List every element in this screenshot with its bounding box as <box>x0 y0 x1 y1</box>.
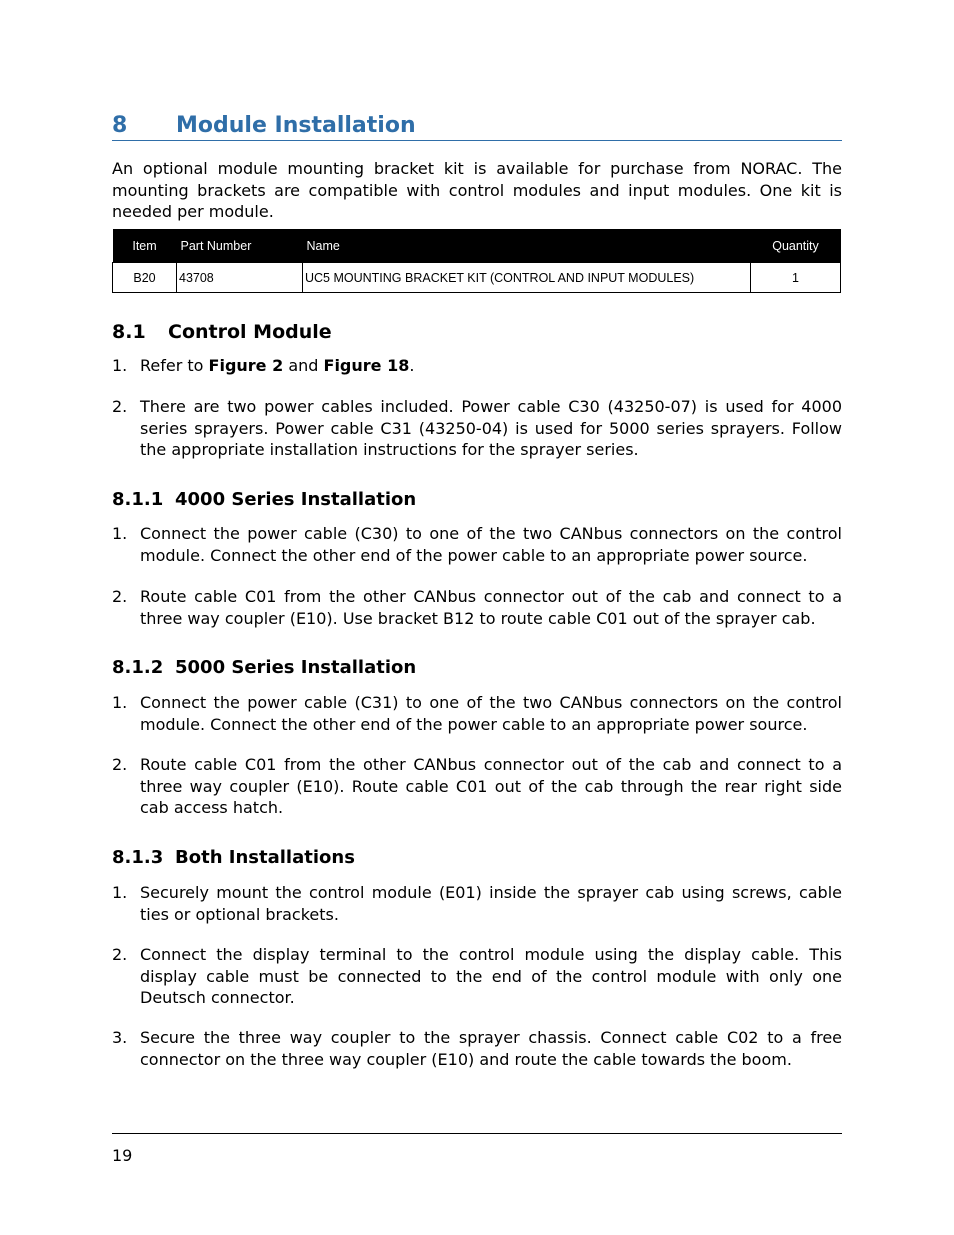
section-number: 8.1 <box>112 321 146 343</box>
list-text: There are two power cables included. Power cable C30 (43250-07) is used for 4000 series sprayers. Power cable C31 (43250-04) is used for 5000 series sprayers. Follow the appropriate installation instructions for the sprayer series. <box>140 397 842 459</box>
section-title: Control Module <box>168 321 332 343</box>
section-number: 8.1.2 <box>112 657 164 678</box>
section-heading-8-1-3 <box>112 847 355 868</box>
section-heading-8-1 <box>112 321 332 343</box>
list-number: 1. <box>112 693 128 712</box>
figure-reference: Figure 18 <box>323 356 410 375</box>
list-number: 1. <box>112 524 128 543</box>
list-text: Secure the three way coupler to the sprayer chassis. Connect cable C02 to a free connector on the three way coupler (E10) and route the cable towards the boom. <box>140 1028 842 1069</box>
cell-name: UC5 MOUNTING BRACKET KIT (CONTROL AND INPUT MODULES) <box>303 263 751 293</box>
page-number: 19 <box>112 1146 133 1165</box>
header-name: Name <box>303 229 751 263</box>
section-heading-8-1-2 <box>112 657 416 678</box>
header-item: Item <box>113 229 177 263</box>
list-number: 2. <box>112 945 128 964</box>
footer-divider <box>112 1133 842 1134</box>
chapter-number: 8 <box>112 113 128 138</box>
section-title: Both Installations <box>175 847 355 868</box>
section-number: 8.1.3 <box>112 847 164 868</box>
list-number: 2. <box>112 755 128 774</box>
header-quantity: Quantity <box>751 229 841 263</box>
chapter-heading <box>112 112 842 141</box>
section-title: 5000 Series Installation <box>175 657 417 678</box>
list-text: Securely mount the control module (E01) inside the sprayer cab using screws, cable ties or optional brackets. <box>140 883 842 924</box>
section-number: 8.1.1 <box>112 489 164 510</box>
list-number: 2. <box>112 397 128 416</box>
table-row <box>113 263 841 293</box>
list-text: Route cable C01 from the other CANbus connector out of the cab and connect to a three way coupler (E10). Use bracket B12 to route cable C01 out of the sprayer cab. <box>140 587 842 628</box>
list-number: 1. <box>112 883 128 902</box>
figure-reference: Figure 2 <box>208 356 284 375</box>
list-text: Refer to Figure 2 and Figure 18. <box>140 356 415 375</box>
list-number: 3. <box>112 1028 128 1047</box>
list-number: 1. <box>112 356 128 375</box>
cell-part-number: 43708 <box>177 263 303 293</box>
parts-table <box>112 229 841 293</box>
header-part-number: Part Number <box>177 229 303 263</box>
section-title: 4000 Series Installation <box>175 489 417 510</box>
intro-paragraph: An optional module mounting bracket kit is available for purchase from NORAC. The mounting brackets are compatible with control modules and input modules. One kit is needed per module. <box>112 159 842 221</box>
table-header-row <box>113 229 841 263</box>
cell-item: B20 <box>113 263 177 293</box>
cell-quantity: 1 <box>751 263 841 293</box>
list-text: Connect the display terminal to the control module using the display cable. This display cable must be connected to the end of the control module with only one Deutsch connector. <box>140 945 842 1007</box>
section-heading-8-1-1 <box>112 489 416 510</box>
chapter-title: Module Installation <box>176 113 416 138</box>
list-text: Route cable C01 from the other CANbus connector out of the cab and connect to a three way coupler (E10). Route cable C01 out of the cab through the rear right side cab access hatch. <box>140 755 842 817</box>
list-number: 2. <box>112 587 128 606</box>
list-text: Connect the power cable (C30) to one of the two CANbus connectors on the control module. Connect the other end of the power cable to an appropriate power source. <box>140 524 842 565</box>
list-text: Connect the power cable (C31) to one of the two CANbus connectors on the control module. Connect the other end of the power cable to an appropriate power source. <box>140 693 842 734</box>
